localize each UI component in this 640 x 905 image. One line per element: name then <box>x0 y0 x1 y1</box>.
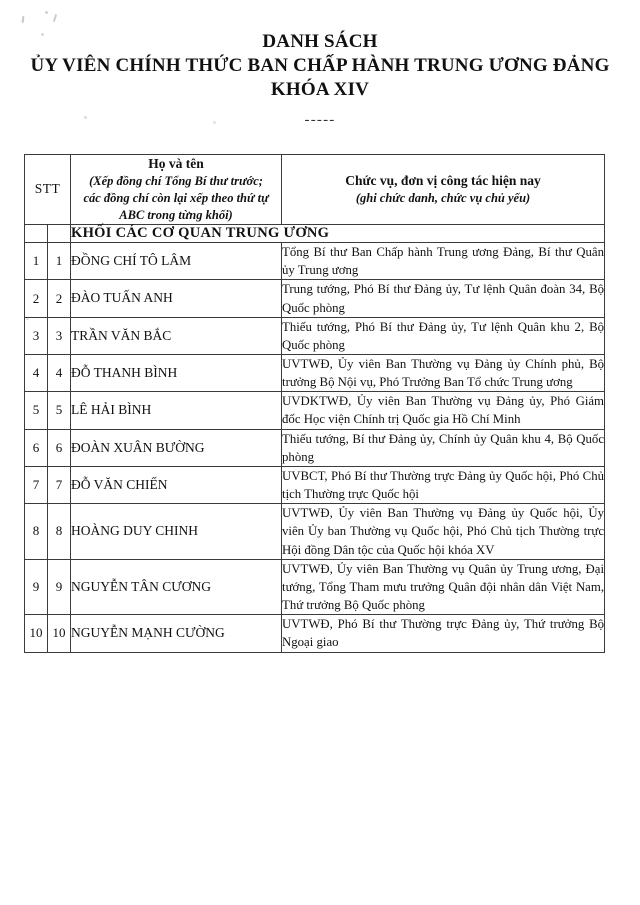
table-body <box>25 225 605 652</box>
member-position: UVDKTWĐ, Ủy viên Ban Thường vụ Đảng ủy, Phó Giám đốc Học viện Chính trị Quốc gia Hồ Chí Minh <box>282 392 605 429</box>
scan-speckle <box>26 318 29 320</box>
section-row-spacer-a <box>25 225 48 243</box>
row-number-primary: 2 <box>25 280 48 317</box>
section-title: KHỐI CÁC CƠ QUAN TRUNG ƯƠNG <box>71 225 605 243</box>
row-number-secondary: 9 <box>48 559 71 614</box>
member-name: ĐOÀN XUÂN BƯỜNG <box>71 429 282 466</box>
row-number-secondary: 5 <box>48 392 71 429</box>
scan-speckle <box>84 116 87 119</box>
row-number-secondary: 8 <box>48 504 71 559</box>
row-number-primary: 10 <box>25 615 48 652</box>
row-number-secondary: 7 <box>48 466 71 503</box>
column-header-name-main: Họ và tên <box>148 155 204 171</box>
row-number-primary: 1 <box>25 243 48 280</box>
member-name: ĐỖ VĂN CHIẾN <box>71 466 282 503</box>
row-number-primary: 4 <box>25 355 48 392</box>
table-row <box>25 559 605 614</box>
column-header-stt: STT <box>25 154 71 224</box>
section-row-spacer-b <box>48 225 71 243</box>
member-position: Thiếu tướng, Phó Bí thư Đảng ủy, Tư lệnh Quân khu 2, Bộ Quốc phòng <box>282 317 605 354</box>
member-position: UVTWĐ, Phó Bí thư Thường trực Đảng ủy, Thứ trưởng Bộ Ngoại giao <box>282 615 605 652</box>
row-number-primary: 5 <box>25 392 48 429</box>
table-row <box>25 392 605 429</box>
row-number-secondary: 3 <box>48 317 71 354</box>
row-number-primary: 3 <box>25 317 48 354</box>
row-number-secondary: 1 <box>48 243 71 280</box>
member-list-table <box>24 154 605 653</box>
table-row <box>25 317 605 354</box>
table-row <box>25 466 605 503</box>
row-number-primary: 6 <box>25 429 48 466</box>
member-list-table-wrapper <box>24 154 604 653</box>
scan-speckle <box>213 121 216 124</box>
member-name: NGUYỄN MẠNH CƯỜNG <box>71 615 282 652</box>
table-row <box>25 280 605 317</box>
member-name: HOÀNG DUY CHINH <box>71 504 282 559</box>
member-position: Thiếu tướng, Bí thư Đảng ủy, Chính ủy Quân khu 4, Bộ Quốc phòng <box>282 429 605 466</box>
table-row <box>25 429 605 466</box>
member-position: UVTWĐ, Ủy viên Ban Thường vụ Đảng ủy Chính phủ, Bộ trưởng Bộ Nội vụ, Phó Trưởng Ban Tổ chức Trung ương <box>282 355 605 392</box>
column-header-name-note-1: (Xếp đồng chí Tổng Bí thư trước; <box>89 174 263 189</box>
member-position: Trung tướng, Phó Bí thư Đảng ủy, Tư lệnh Quân đoàn 34, Bộ Quốc phòng <box>282 280 605 317</box>
row-number-primary: 8 <box>25 504 48 559</box>
table-row <box>25 355 605 392</box>
table-row <box>25 243 605 280</box>
row-number-secondary: 6 <box>48 429 71 466</box>
scan-speckle <box>41 33 44 36</box>
table-row <box>25 615 605 652</box>
member-position: UVTWĐ, Ủy viên Ban Thường vụ Đảng ủy Quốc hội, Ủy viên Ủy ban Thường vụ Quốc hội, Phó Chủ tịch Thường trực Hội đồng Dân tộc của Quốc hội khóa XV <box>282 504 605 559</box>
member-name: LÊ HẢI BÌNH <box>71 392 282 429</box>
column-header-position-main: Chức vụ, đơn vị công tác hiện nay <box>345 172 541 188</box>
member-name: ĐỒNG CHÍ TÔ LÂM <box>71 243 282 280</box>
row-number-primary: 9 <box>25 559 48 614</box>
member-name: NGUYỄN TÂN CƯƠNG <box>71 559 282 614</box>
document-title-line-1: DANH SÁCH <box>262 31 378 52</box>
column-header-position-note: (ghi chức danh, chức vụ chủ yếu) <box>355 191 531 206</box>
column-header-name-note-3: ABC trong từng khối) <box>119 208 233 223</box>
row-number-secondary: 10 <box>48 615 71 652</box>
column-header-name <box>71 154 282 224</box>
member-position: UVBCT, Phó Bí thư Thường trực Đảng ủy Quốc hội, Phó Chủ tịch Thường trực Quốc hội <box>282 466 605 503</box>
column-header-name-note-2: các đồng chí còn lại xếp theo thứ tự <box>83 191 269 206</box>
row-number-primary: 7 <box>25 466 48 503</box>
scan-speckle <box>45 11 48 14</box>
member-position: UVTWĐ, Ủy viên Ban Thường vụ Quân ủy Trung ương, Đại tướng, Tổng Tham mưu trưởng Quân đội nhân dân Việt Nam, Thứ trưởng Bộ Quốc phòng <box>282 559 605 614</box>
member-name: TRẦN VĂN BẮC <box>71 317 282 354</box>
table-row <box>25 504 605 559</box>
member-name: ĐỖ THANH BÌNH <box>71 355 282 392</box>
document-title-line-3: KHÓA XIV <box>270 78 370 100</box>
document-title-line-2: ỦY VIÊN CHÍNH THỨC BAN CHẤP HÀNH TRUNG ƯƠNG ĐẢNG <box>30 54 610 76</box>
title-divider: ----- <box>304 111 336 128</box>
member-name: ĐÀO TUẤN ANH <box>71 280 282 317</box>
column-header-position <box>282 154 605 224</box>
section-header-row <box>25 225 605 243</box>
table-header-row <box>25 154 605 224</box>
document-title-block <box>0 0 640 130</box>
row-number-secondary: 2 <box>48 280 71 317</box>
member-position: Tổng Bí thư Ban Chấp hành Trung ương Đảng, Bí thư Quân ủy Trung ương <box>282 243 605 280</box>
row-number-secondary: 4 <box>48 355 71 392</box>
